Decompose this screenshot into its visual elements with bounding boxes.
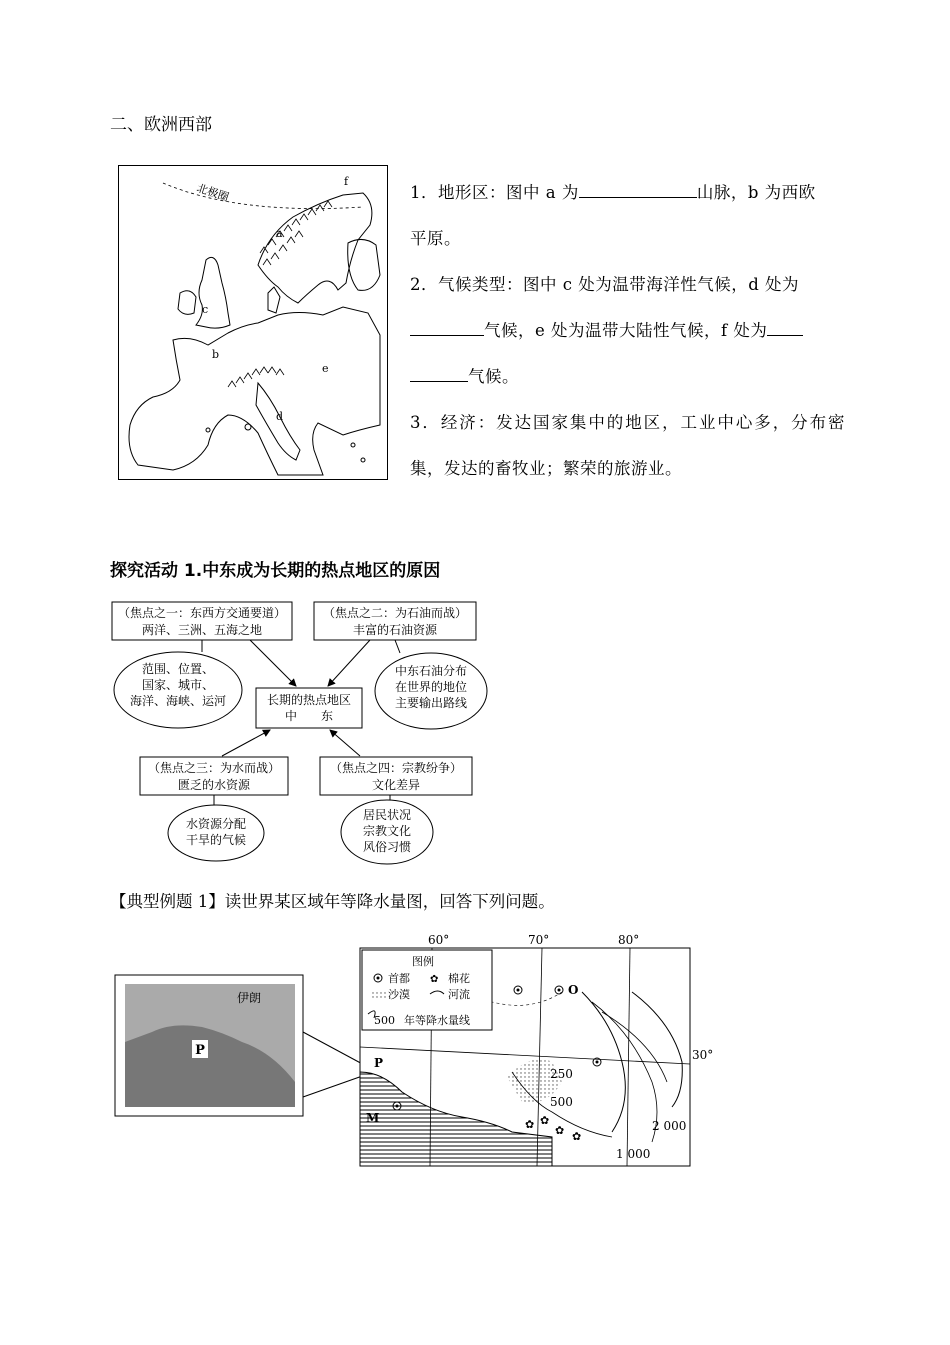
lon-label-60: 60° bbox=[428, 933, 450, 947]
ellipse-3-line1: 水资源分配 bbox=[185, 817, 247, 831]
ellipse-2-line2: 在世界的地位 bbox=[394, 680, 468, 694]
inset-connector-bottom bbox=[303, 1074, 368, 1097]
isohyet-2000: 2 000 bbox=[652, 1119, 687, 1133]
legend-cotton: 棉花 bbox=[448, 972, 470, 985]
map-label-m: M bbox=[366, 1111, 380, 1125]
legend-desert: 沙漠 bbox=[388, 988, 410, 1001]
western-europe-map bbox=[118, 165, 388, 480]
focus-3-line1: （焦点之三：为水而战） bbox=[147, 761, 281, 775]
connector-2 bbox=[395, 640, 400, 653]
focus-2-line1: （焦点之二：为石油而战） bbox=[322, 606, 468, 620]
answer-blank-f1[interactable] bbox=[767, 317, 803, 336]
legend-capital: 首都 bbox=[388, 972, 410, 985]
isohyet-250: 250 bbox=[550, 1067, 573, 1081]
ellipse-2-line1: 中东石油分布 bbox=[394, 664, 468, 678]
example-title: 【典型例题 1】读世界某区域年等降水量图，回答下列问题。 bbox=[110, 892, 555, 911]
map-label-e: e bbox=[322, 362, 329, 375]
legend-isohyet-value: 500 bbox=[374, 1014, 395, 1027]
question-3 bbox=[410, 400, 845, 492]
arrow-focus2 bbox=[328, 640, 370, 686]
arrow-focus3 bbox=[222, 730, 270, 756]
arrow-focus4 bbox=[330, 730, 360, 756]
legend-title: 图例 bbox=[412, 955, 434, 968]
ellipse-1-line1: 范围、位置、 bbox=[141, 662, 215, 676]
lat-label-30: 30° bbox=[692, 1048, 714, 1062]
question-1-text-c: 平原。 bbox=[410, 229, 461, 248]
arrow-focus1 bbox=[250, 640, 296, 686]
ellipse-4-line1: 居民状况 bbox=[362, 808, 412, 822]
question-2 bbox=[410, 262, 845, 400]
answer-blank-a[interactable] bbox=[579, 179, 697, 198]
focus-1-line2: 两洋、三洲、五海之地 bbox=[141, 623, 263, 637]
question-2-text-c: 气候。 bbox=[468, 367, 519, 386]
map-label-o: O bbox=[568, 983, 579, 997]
map-label-d: d bbox=[276, 410, 284, 423]
answer-blank-d[interactable] bbox=[410, 317, 484, 336]
section-title: 二、欧洲西部 bbox=[110, 115, 212, 135]
focus-2-line2: 丰富的石油资源 bbox=[352, 623, 438, 637]
focus-3-line2: 匮乏的水资源 bbox=[177, 778, 251, 792]
answer-blank-f2[interactable] bbox=[410, 363, 468, 382]
question-2-number: 2． bbox=[410, 275, 438, 294]
question-3-text: 经济：发达国家集中的地区，工业中心多，分布密集，发达的畜牧业；繁荣的旅游业。 bbox=[410, 413, 846, 478]
question-2-text-a: 气候类型：图中 c 处为温带海洋性气候，d 处为 bbox=[438, 275, 800, 294]
ellipse-3-line2: 干旱的气候 bbox=[185, 833, 247, 847]
question-3-number: 3． bbox=[410, 413, 441, 432]
map-label-c: c bbox=[202, 303, 209, 316]
svg-text:✿: ✿ bbox=[540, 1114, 550, 1127]
lon-label-80: 80° bbox=[618, 933, 640, 947]
legend-river: 河流 bbox=[448, 988, 470, 1001]
arctic-circle-label: 北极圈 bbox=[195, 181, 231, 205]
ellipse-2-line3: 主要输出路线 bbox=[394, 696, 468, 710]
question-1-number: 1． bbox=[410, 183, 438, 202]
focus-4-line2: 文化差异 bbox=[371, 778, 421, 792]
question-1-text-a: 地形区：图中 a 为 bbox=[438, 183, 579, 202]
isohyet-1000: 1 000 bbox=[616, 1147, 651, 1161]
ellipse-1-line3: 海洋、海峡、运河 bbox=[129, 694, 227, 708]
map-label-p: P bbox=[374, 1056, 384, 1070]
map-label-a: a bbox=[276, 227, 283, 240]
center-line2: 中 东 bbox=[284, 709, 334, 723]
focus-1-line1: （焦点之一：东西方交通要道） bbox=[117, 606, 287, 620]
isohyet-500: 500 bbox=[550, 1095, 573, 1109]
ellipse-4-line3: 风俗习惯 bbox=[362, 840, 412, 854]
legend-isohyet: 年等降水量线 bbox=[404, 1014, 470, 1027]
center-line1: 长期的热点地区 bbox=[266, 693, 352, 707]
inset-connector-top bbox=[303, 1032, 368, 1067]
ellipse-4-line2: 宗教文化 bbox=[362, 824, 412, 838]
activity-title: 探究活动 1.中东成为长期的热点地区的原因 bbox=[110, 561, 441, 581]
svg-text:✿: ✿ bbox=[555, 1124, 565, 1137]
precipitation-map bbox=[112, 932, 714, 1172]
map-label-b: b bbox=[212, 348, 220, 361]
question-1 bbox=[410, 170, 845, 262]
focus-4-line1: （焦点之四：宗教纷争） bbox=[329, 761, 463, 775]
question-2-text-b: 气候，e 处为温带大陆性气候，f 处为 bbox=[484, 321, 768, 340]
cotton-icon: ✿ bbox=[430, 974, 439, 985]
svg-text:✿: ✿ bbox=[572, 1130, 582, 1143]
map-label-f: f bbox=[344, 175, 349, 188]
europe-questions bbox=[410, 170, 845, 492]
inset-country-label: 伊朗 bbox=[237, 991, 262, 1005]
inset-point-label: P bbox=[195, 1043, 205, 1058]
svg-text:✿: ✿ bbox=[525, 1118, 535, 1131]
middle-east-flow-diagram bbox=[110, 598, 500, 863]
ellipse-1-line2: 国家、城市、 bbox=[141, 678, 215, 692]
question-1-text-b: 山脉，b 为西欧 bbox=[696, 183, 816, 202]
lon-label-70: 70° bbox=[528, 933, 550, 947]
